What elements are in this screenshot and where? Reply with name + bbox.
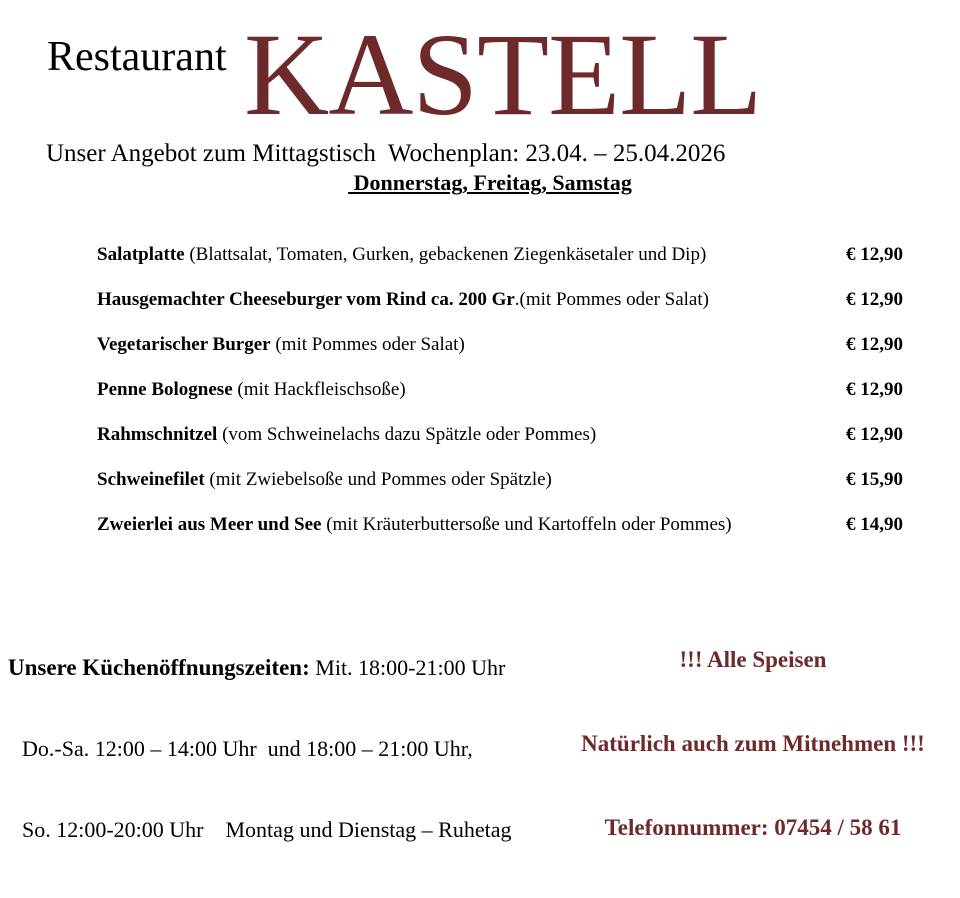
dish: [97, 425, 596, 445]
menu-item-row: [97, 515, 903, 535]
days-line-wrap: [48, 170, 932, 196]
menu-item-row: [97, 380, 903, 400]
dish-name: Vegetarischer Burger: [97, 334, 271, 355]
dish-description: (mit Zwiebelsoße und Pommes oder Spätzle): [204, 469, 552, 490]
kitchen-hours-line1: [8, 654, 511, 681]
dish: [97, 380, 406, 400]
menu-item-row: [97, 335, 903, 355]
menu-list: [97, 245, 903, 560]
kitchen-hours-line3: So. 12:00-20:00 Uhr Montag und Dienstag – Ruhetag: [22, 817, 512, 842]
dish-name: Schweinefilet: [97, 469, 205, 490]
dish-price: € 14,90: [846, 514, 903, 535]
dish: [97, 245, 706, 265]
dish-price: € 12,90: [846, 379, 903, 400]
takeaway-phone: Telefonnummer: 07454 / 58 61: [604, 815, 902, 840]
dish: [97, 515, 732, 535]
menu-item-row: [97, 470, 903, 490]
kitchen-hours-title: Unsere Küchenöffnungszeiten:: [8, 655, 310, 680]
dish-name: Zweierlei aus Meer und See: [97, 514, 322, 535]
dish-description: (vom Schweinelachs dazu Spätzle oder Pommes): [217, 424, 597, 445]
menu-item-row: [97, 290, 903, 310]
menu-item-row: [97, 425, 903, 445]
brand-title: KASTELL: [244, 9, 762, 140]
dish-description: (mit Kräuterbuttersoße und Kartoffeln oder Pommes): [321, 514, 732, 535]
dish-price: € 12,90: [846, 244, 903, 265]
dish-price: € 12,90: [846, 424, 903, 445]
kitchen-hours-line1-rest: Mit. 18:00-21:00 Uhr: [309, 655, 506, 680]
kitchen-hours-line2: Do.-Sa. 12:00 – 14:00 Uhr und 18:00 – 21:00 Uhr,: [22, 736, 473, 761]
dish-name: Salatplatte: [97, 244, 185, 265]
dish-price: € 12,90: [846, 289, 903, 310]
dish: [97, 335, 465, 355]
dish: [97, 290, 709, 310]
dish-description: (mit Hackfleischsoße): [232, 379, 406, 400]
dish-description: (mit Pommes oder Salat): [270, 334, 465, 355]
dish-name: Hausgemachter Cheeseburger vom Rind ca. 200 Gr: [97, 289, 515, 310]
takeaway-line2: Natürlich auch zum Mitnehmen !!!: [581, 731, 925, 756]
kitchen-hours-section: [8, 600, 511, 897]
dish-description: .(mit Pommes oder Salat): [514, 289, 709, 310]
dish-price: € 12,90: [846, 334, 903, 355]
takeaway-note-section: [560, 590, 946, 898]
takeaway-line1: !!! Alle Speisen: [679, 647, 827, 672]
dish-price: € 15,90: [846, 469, 903, 490]
menu-item-row: [97, 245, 903, 265]
days-line: Donnerstag, Freitag, Samstag: [348, 170, 632, 195]
dish-name: Penne Bolognese: [97, 379, 233, 400]
dish-description: (Blattsalat, Tomaten, Gurken, gebackenen Ziegenkäsetaler und Dip): [184, 244, 707, 265]
dish: [97, 470, 552, 490]
restaurant-label: Restaurant: [47, 34, 227, 80]
subtitle-weekplan: Unser Angebot zum Mittagstisch Wochenplan: 23.04. – 25.04.2026: [46, 140, 726, 167]
dish-name: Rahmschnitzel: [97, 424, 218, 445]
